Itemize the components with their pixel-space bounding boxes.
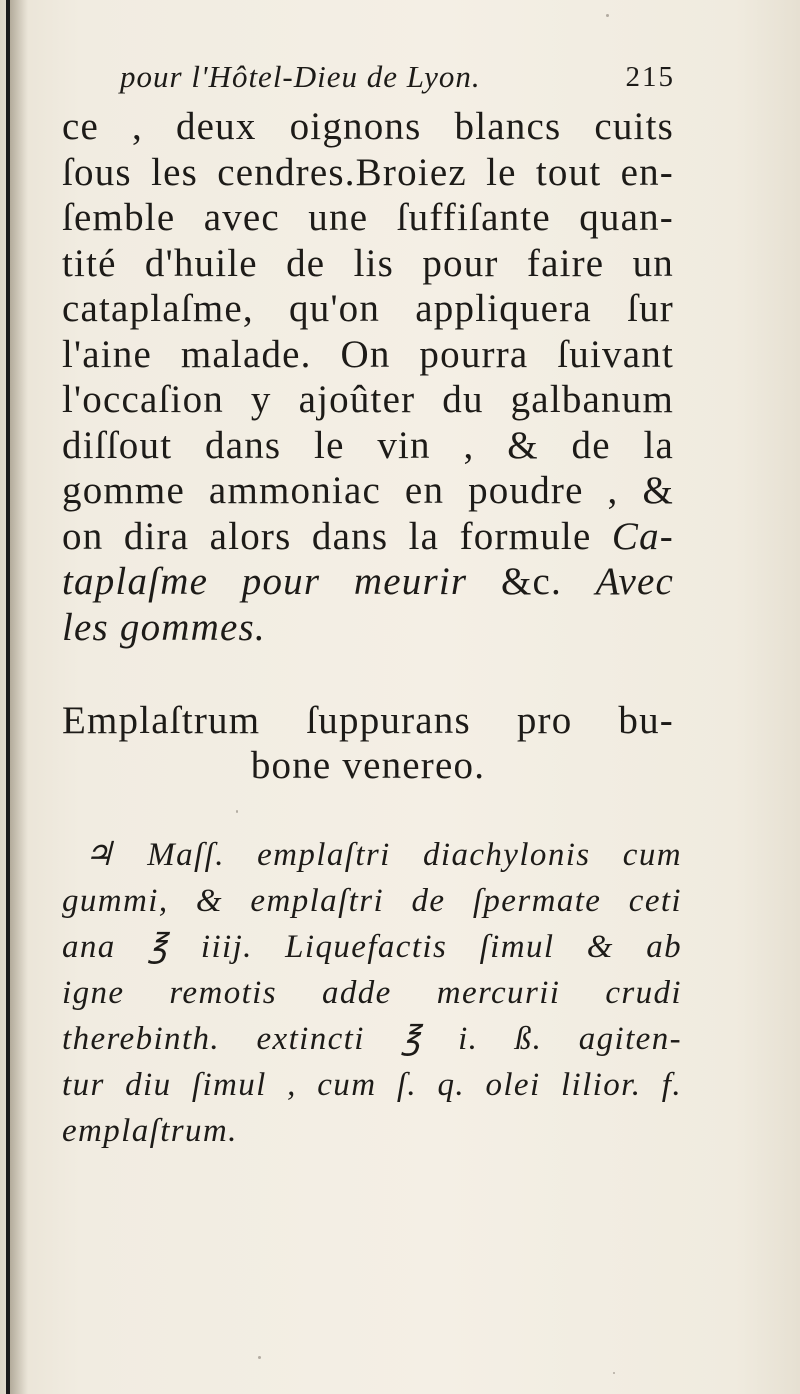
paper-speck [236,810,238,813]
paragraph-line: ſemble avec une ſuffiſante quan- [62,196,674,239]
section-heading [62,698,674,788]
paragraph-line: tité d'huile de lis pour faire un [62,241,674,285]
italic-formula-title: Avec [595,560,675,603]
gutter-shadow [10,0,28,1394]
paper-speck [258,1356,261,1359]
paragraph-line: ce , deux oignons blancs cuits [62,105,674,148]
paragraph-line-with-italic [62,514,674,560]
paragraph-line: ſous les cendres.Broiez le tout en- [62,150,674,194]
italic-line: les gommes. [62,605,266,649]
paragraph-line: gomme ammoniac en poudre , & [62,469,674,512]
paragraph-line: diſſout dans le vin , & de la [62,423,674,467]
paragraph-line: cataplaſme, qu'on appliquera ſur [62,287,674,330]
italic-line [62,559,674,605]
italic-formula-title: taplaſme pour meurir [62,560,468,603]
running-title: pour l'Hôtel-Dieu de Lyon. [120,59,481,94]
recipe-line: ♃ Maſſ. emplaſtri diachylonis cum [84,837,682,873]
paragraph-line-text: on dira alors dans la formule [62,514,592,558]
paragraph-line: l'aine malade. On pourra ſuivant [62,332,674,376]
paragraph-line: l'occaſion y ajoûter du galbanum [62,378,674,421]
running-head [120,56,675,98]
paper-speck [613,1372,615,1374]
recipe-text [62,832,682,1154]
page-number: 215 [625,61,675,93]
recipe-line: igne remotis adde mercurii crudi [62,975,682,1011]
body-paragraph [62,104,674,650]
recipe-line: gummi, & emplaſtri de ſpermate ceti [62,883,682,919]
recipe-line: tur diu ſimul , cum ſ. q. olei lilior. f. [62,1067,682,1103]
etc-text: &c. [500,560,562,603]
recipe-line: therebinth. extincti ℥ i. ß. agiten- [62,1021,682,1057]
italic-formula-title: Ca- [611,514,674,558]
heading-line: bone venereo. [250,744,486,787]
paper-speck [606,14,609,17]
recipe-line: emplaſtrum. [62,1113,238,1149]
heading-line: Emplaſtrum ſuppurans pro bu- [62,699,674,742]
recipe-line: ana ℥ iiij. Liquefactis ſimul & ab [62,929,682,965]
